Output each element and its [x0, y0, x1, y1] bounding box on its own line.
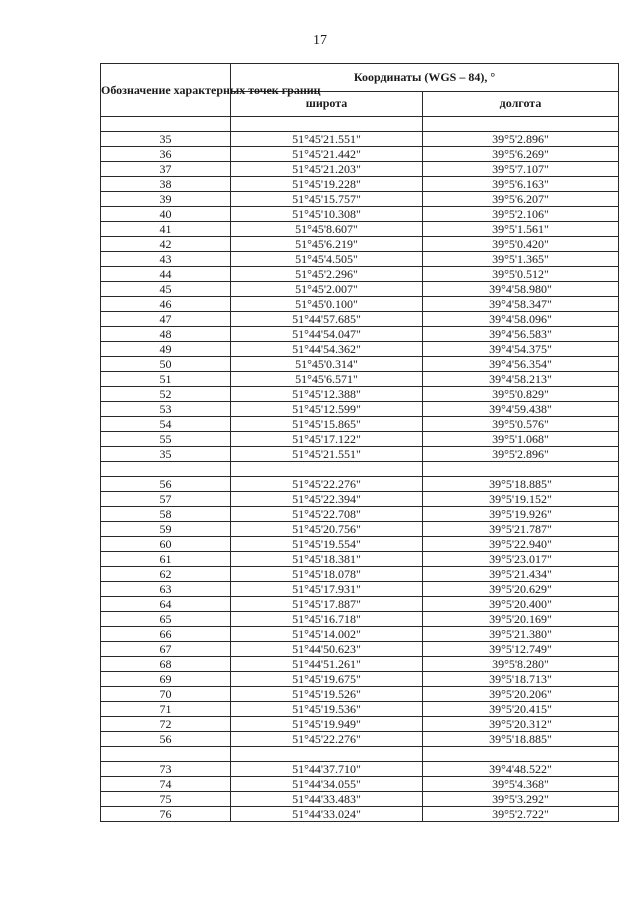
- table-row: [101, 612, 619, 627]
- longitude-cell: 39°5'23.017": [423, 552, 619, 567]
- header-longitude: долгота: [423, 91, 619, 116]
- longitude-cell: 39°5'7.107": [423, 162, 619, 177]
- table-row: [101, 192, 619, 207]
- longitude-cell: 39°5'2.896": [423, 447, 619, 462]
- spacer-row: [101, 117, 619, 132]
- latitude-cell: 51°44'33.024": [231, 807, 423, 822]
- table-row: [101, 282, 619, 297]
- longitude-cell: 39°5'19.926": [423, 507, 619, 522]
- table-row: [101, 672, 619, 687]
- point-cell: 56: [101, 732, 231, 747]
- longitude-cell: 39°5'18.713": [423, 672, 619, 687]
- table-row: [101, 432, 619, 447]
- table-row: [101, 237, 619, 252]
- latitude-cell: 51°45'21.551": [231, 132, 423, 147]
- point-cell: 50: [101, 357, 231, 372]
- table-row: [101, 252, 619, 267]
- latitude-cell: 51°44'51.261": [231, 657, 423, 672]
- table-row: [101, 492, 619, 507]
- point-cell: 68: [101, 657, 231, 672]
- page-number: 17: [313, 33, 327, 48]
- table-row: [101, 312, 619, 327]
- coordinates-table: [100, 63, 619, 822]
- latitude-cell: 51°45'15.757": [231, 192, 423, 207]
- point-cell: 69: [101, 672, 231, 687]
- longitude-cell: 39°5'6.269": [423, 147, 619, 162]
- table-row: [101, 507, 619, 522]
- longitude-cell: 39°4'56.354": [423, 357, 619, 372]
- point-cell: 53: [101, 402, 231, 417]
- point-cell: 56: [101, 477, 231, 492]
- longitude-cell: 39°5'20.629": [423, 582, 619, 597]
- point-cell: 58: [101, 507, 231, 522]
- longitude-cell: 39°5'1.561": [423, 222, 619, 237]
- point-cell: 63: [101, 582, 231, 597]
- longitude-cell: 39°5'2.106": [423, 207, 619, 222]
- longitude-cell: 39°5'21.434": [423, 567, 619, 582]
- latitude-cell: 51°45'19.675": [231, 672, 423, 687]
- table-row: [101, 297, 619, 312]
- point-cell: 45: [101, 282, 231, 297]
- longitude-cell: 39°5'20.400": [423, 597, 619, 612]
- longitude-cell: 39°4'58.980": [423, 282, 619, 297]
- latitude-cell: 51°44'57.685": [231, 312, 423, 327]
- latitude-cell: 51°45'19.554": [231, 537, 423, 552]
- longitude-cell: 39°5'3.292": [423, 792, 619, 807]
- longitude-cell: 39°5'0.512": [423, 267, 619, 282]
- table-row: [101, 702, 619, 717]
- table-row: [101, 717, 619, 732]
- point-cell: 65: [101, 612, 231, 627]
- point-cell: 59: [101, 522, 231, 537]
- longitude-cell: 39°5'1.365": [423, 252, 619, 267]
- latitude-cell: 51°45'22.276": [231, 732, 423, 747]
- table-row: [101, 132, 619, 147]
- empty-cell: [101, 117, 231, 132]
- longitude-cell: 39°5'18.885": [423, 477, 619, 492]
- latitude-cell: 51°45'22.394": [231, 492, 423, 507]
- table-row: [101, 537, 619, 552]
- latitude-cell: 51°45'21.203": [231, 162, 423, 177]
- longitude-cell: 39°4'58.347": [423, 297, 619, 312]
- table-row: [101, 327, 619, 342]
- latitude-cell: 51°45'17.887": [231, 597, 423, 612]
- empty-cell: [423, 117, 619, 132]
- table-row: [101, 477, 619, 492]
- latitude-cell: 51°45'14.002": [231, 627, 423, 642]
- point-cell: 42: [101, 237, 231, 252]
- table-row: [101, 627, 619, 642]
- latitude-cell: 51°45'15.865": [231, 417, 423, 432]
- point-cell: 38: [101, 177, 231, 192]
- longitude-cell: 39°5'21.787": [423, 522, 619, 537]
- longitude-cell: 39°5'20.415": [423, 702, 619, 717]
- longitude-cell: 39°5'4.368": [423, 777, 619, 792]
- latitude-cell: 51°45'10.308": [231, 207, 423, 222]
- header-latitude: широта: [231, 91, 423, 116]
- empty-cell: [101, 747, 231, 762]
- latitude-cell: 51°45'17.931": [231, 582, 423, 597]
- latitude-cell: 51°44'34.055": [231, 777, 423, 792]
- point-cell: 36: [101, 147, 231, 162]
- point-cell: 35: [101, 132, 231, 147]
- table-row: [101, 177, 619, 192]
- point-cell: 66: [101, 627, 231, 642]
- point-cell: 39: [101, 192, 231, 207]
- longitude-cell: 39°5'0.420": [423, 237, 619, 252]
- latitude-cell: 51°44'37.710": [231, 762, 423, 777]
- latitude-cell: 51°45'19.949": [231, 717, 423, 732]
- longitude-cell: 39°5'20.169": [423, 612, 619, 627]
- point-cell: 55: [101, 432, 231, 447]
- spacer-row: [101, 462, 619, 477]
- point-cell: 76: [101, 807, 231, 822]
- table-row: [101, 342, 619, 357]
- point-cell: 52: [101, 387, 231, 402]
- point-cell: 73: [101, 762, 231, 777]
- longitude-cell: 39°4'48.522": [423, 762, 619, 777]
- longitude-cell: 39°5'22.940": [423, 537, 619, 552]
- longitude-cell: 39°5'18.885": [423, 732, 619, 747]
- table-row: [101, 162, 619, 177]
- latitude-cell: 51°45'12.388": [231, 387, 423, 402]
- point-cell: 41: [101, 222, 231, 237]
- latitude-cell: 51°45'18.078": [231, 567, 423, 582]
- table-row: [101, 357, 619, 372]
- longitude-cell: 39°5'0.829": [423, 387, 619, 402]
- table-row: [101, 582, 619, 597]
- longitude-cell: 39°5'12.749": [423, 642, 619, 657]
- longitude-cell: 39°5'2.722": [423, 807, 619, 822]
- latitude-cell: 51°45'4.505": [231, 252, 423, 267]
- latitude-cell: 51°45'12.599": [231, 402, 423, 417]
- point-cell: 49: [101, 342, 231, 357]
- longitude-cell: 39°5'20.206": [423, 687, 619, 702]
- longitude-cell: 39°5'0.576": [423, 417, 619, 432]
- table-row: [101, 642, 619, 657]
- spacer-row: [101, 747, 619, 762]
- table-row: [101, 207, 619, 222]
- point-cell: 62: [101, 567, 231, 582]
- table-row: [101, 402, 619, 417]
- latitude-cell: 51°45'20.756": [231, 522, 423, 537]
- latitude-cell: 51°45'22.708": [231, 507, 423, 522]
- latitude-cell: 51°44'33.483": [231, 792, 423, 807]
- point-cell: 51: [101, 372, 231, 387]
- table-row: [101, 762, 619, 777]
- latitude-cell: 51°45'6.571": [231, 372, 423, 387]
- table-row: [101, 567, 619, 582]
- header-coordinates: Координаты (WGS – 84), °: [231, 64, 619, 92]
- point-cell: 75: [101, 792, 231, 807]
- longitude-cell: 39°5'6.163": [423, 177, 619, 192]
- point-cell: 37: [101, 162, 231, 177]
- longitude-cell: 39°5'20.312": [423, 717, 619, 732]
- header-point-designation: Обозначение характерных точек границ: [101, 64, 231, 117]
- latitude-cell: 51°45'8.607": [231, 222, 423, 237]
- table-row: [101, 597, 619, 612]
- table-row: [101, 552, 619, 567]
- latitude-cell: 51°44'50.623": [231, 642, 423, 657]
- empty-cell: [423, 747, 619, 762]
- point-cell: 54: [101, 417, 231, 432]
- table-row: [101, 387, 619, 402]
- point-cell: 47: [101, 312, 231, 327]
- latitude-cell: 51°45'18.381": [231, 552, 423, 567]
- point-cell: 71: [101, 702, 231, 717]
- latitude-cell: 51°45'16.718": [231, 612, 423, 627]
- point-cell: 44: [101, 267, 231, 282]
- empty-cell: [231, 117, 423, 132]
- table-row: [101, 732, 619, 747]
- point-cell: 43: [101, 252, 231, 267]
- point-cell: 67: [101, 642, 231, 657]
- point-cell: 72: [101, 717, 231, 732]
- empty-cell: [101, 462, 231, 477]
- longitude-cell: 39°5'8.280": [423, 657, 619, 672]
- table-row: [101, 777, 619, 792]
- latitude-cell: 51°45'0.100": [231, 297, 423, 312]
- table-row: [101, 792, 619, 807]
- table-row: [101, 147, 619, 162]
- table-row: [101, 417, 619, 432]
- point-cell: 46: [101, 297, 231, 312]
- latitude-cell: 51°45'21.442": [231, 147, 423, 162]
- latitude-cell: 51°45'19.228": [231, 177, 423, 192]
- longitude-cell: 39°4'58.213": [423, 372, 619, 387]
- table-row: [101, 447, 619, 462]
- table-row: [101, 807, 619, 822]
- latitude-cell: 51°45'2.296": [231, 267, 423, 282]
- latitude-cell: 51°44'54.047": [231, 327, 423, 342]
- point-cell: 40: [101, 207, 231, 222]
- latitude-cell: 51°44'54.362": [231, 342, 423, 357]
- empty-cell: [231, 747, 423, 762]
- latitude-cell: 51°45'19.526": [231, 687, 423, 702]
- latitude-cell: 51°45'6.219": [231, 237, 423, 252]
- point-cell: 70: [101, 687, 231, 702]
- point-cell: 60: [101, 537, 231, 552]
- empty-cell: [231, 462, 423, 477]
- longitude-cell: 39°4'56.583": [423, 327, 619, 342]
- longitude-cell: 39°5'6.207": [423, 192, 619, 207]
- table-row: [101, 522, 619, 537]
- longitude-cell: 39°5'21.380": [423, 627, 619, 642]
- point-cell: 35: [101, 447, 231, 462]
- table-row: [101, 657, 619, 672]
- point-cell: 57: [101, 492, 231, 507]
- longitude-cell: 39°4'54.375": [423, 342, 619, 357]
- point-cell: 61: [101, 552, 231, 567]
- table-row: [101, 687, 619, 702]
- latitude-cell: 51°45'17.122": [231, 432, 423, 447]
- latitude-cell: 51°45'19.536": [231, 702, 423, 717]
- point-cell: 74: [101, 777, 231, 792]
- coordinates-table-body: [101, 117, 619, 822]
- latitude-cell: 51°45'2.007": [231, 282, 423, 297]
- latitude-cell: 51°45'22.276": [231, 477, 423, 492]
- latitude-cell: 51°45'21.551": [231, 447, 423, 462]
- latitude-cell: 51°45'0.314": [231, 357, 423, 372]
- table-row: [101, 222, 619, 237]
- point-cell: 48: [101, 327, 231, 342]
- longitude-cell: 39°5'1.068": [423, 432, 619, 447]
- longitude-cell: 39°5'2.896": [423, 132, 619, 147]
- empty-cell: [423, 462, 619, 477]
- longitude-cell: 39°4'58.096": [423, 312, 619, 327]
- table-row: [101, 372, 619, 387]
- longitude-cell: 39°5'19.152": [423, 492, 619, 507]
- table-row: [101, 267, 619, 282]
- longitude-cell: 39°4'59.438": [423, 402, 619, 417]
- point-cell: 64: [101, 597, 231, 612]
